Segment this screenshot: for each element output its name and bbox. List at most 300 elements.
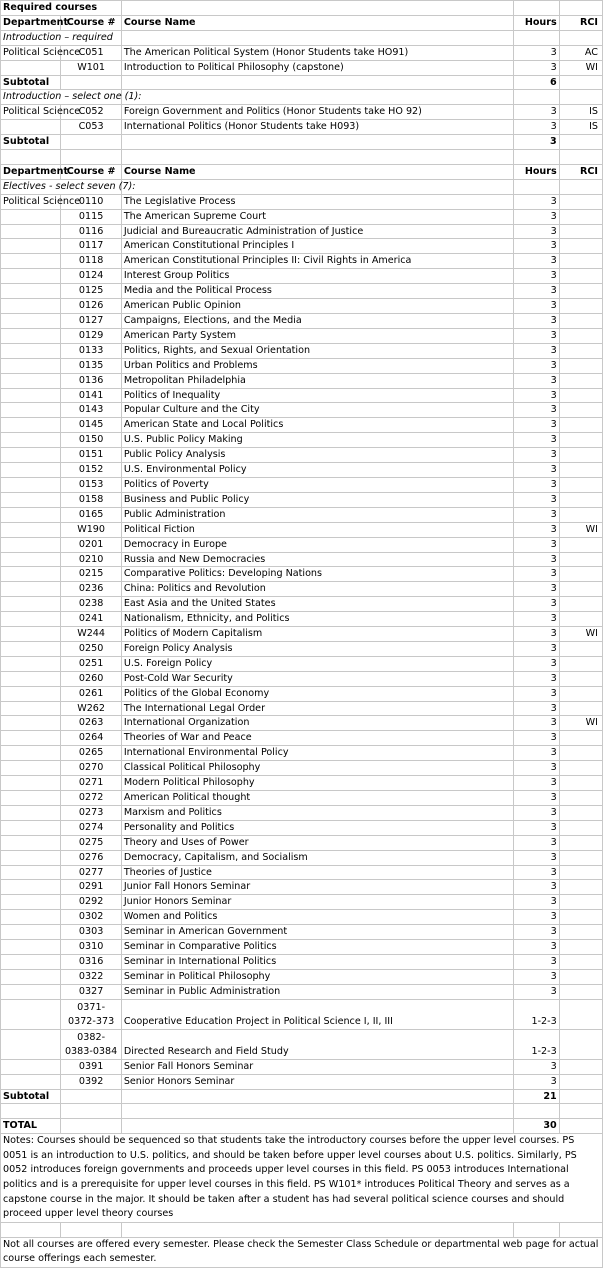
empty-cell (559, 1104, 602, 1119)
empty-cell (559, 179, 602, 194)
course-hours: 3 (514, 299, 559, 314)
subtotal-select (1, 135, 603, 150)
course-name: Introduction to Political Philosophy (capstone) (121, 60, 513, 75)
course-hours: 3 (514, 969, 559, 984)
empty-cell (61, 75, 121, 90)
course-department (1, 820, 61, 835)
course-rci (559, 761, 602, 776)
course-number: 0151 (61, 448, 121, 463)
course-number: 0276 (61, 850, 121, 865)
footnote-text: Not all courses are offered every semester. Please check the Semester Class Schedule or departmental web page for actual course offerings each semester. (1, 1237, 603, 1267)
empty-cell (559, 1089, 602, 1104)
course-department (1, 686, 61, 701)
course-rci: IS (559, 120, 602, 135)
course-row (1, 1029, 603, 1059)
empty-cell (61, 1222, 121, 1237)
course-department (1, 1074, 61, 1089)
course-department (1, 507, 61, 522)
course-hours: 3 (514, 701, 559, 716)
course-department (1, 224, 61, 239)
course-number: 0238 (61, 597, 121, 612)
course-number: 0125 (61, 284, 121, 299)
course-name: Classical Political Philosophy (121, 761, 513, 776)
course-number: 0150 (61, 433, 121, 448)
intro-select-label (1, 90, 603, 105)
course-department (1, 880, 61, 895)
course-row (1, 940, 603, 955)
course-department (1, 835, 61, 850)
course-number: 0371-0372-373 (61, 999, 121, 1029)
course-row (1, 731, 603, 746)
course-row (1, 686, 603, 701)
course-name: Junior Honors Seminar (121, 895, 513, 910)
course-name: Women and Politics (121, 910, 513, 925)
course-row (1, 641, 603, 656)
course-rci (559, 1059, 602, 1074)
course-name: U.S. Public Policy Making (121, 433, 513, 448)
course-number: 0117 (61, 239, 121, 254)
course-hours: 3 (514, 612, 559, 627)
course-department (1, 805, 61, 820)
course-number: 0118 (61, 254, 121, 269)
electives-label-text: Electives - select seven (7): (1, 179, 122, 194)
course-hours: 3 (514, 105, 559, 120)
course-hours: 3 (514, 254, 559, 269)
course-row (1, 492, 603, 507)
course-row (1, 582, 603, 597)
course-rci (559, 269, 602, 284)
course-department: Political Science (1, 105, 61, 120)
course-name: Marxism and Politics (121, 805, 513, 820)
empty-cell (121, 1119, 513, 1134)
course-number: 0273 (61, 805, 121, 820)
course-department (1, 1029, 61, 1059)
course-rci (559, 865, 602, 880)
header-department: Department (1, 164, 61, 179)
course-number: 0261 (61, 686, 121, 701)
course-row (1, 597, 603, 612)
empty-cell (61, 150, 121, 165)
course-department (1, 209, 61, 224)
empty-cell (61, 1104, 121, 1119)
course-hours: 3 (514, 120, 559, 135)
course-number: 0310 (61, 940, 121, 955)
course-row (1, 254, 603, 269)
course-rci: WI (559, 716, 602, 731)
course-hours: 3 (514, 1074, 559, 1089)
course-rci (559, 820, 602, 835)
course-row (1, 209, 603, 224)
course-department (1, 716, 61, 731)
course-hours: 3 (514, 850, 559, 865)
course-hours: 3 (514, 448, 559, 463)
course-name: Modern Political Philosophy (121, 776, 513, 791)
course-number: 0215 (61, 567, 121, 582)
course-rci (559, 403, 602, 418)
course-rci (559, 418, 602, 433)
course-department (1, 791, 61, 806)
course-hours: 3 (514, 761, 559, 776)
course-number: 0251 (61, 656, 121, 671)
course-row (1, 328, 603, 343)
course-department (1, 552, 61, 567)
course-hours: 3 (514, 269, 559, 284)
subtotal-required-label: Subtotal (1, 75, 61, 90)
course-row (1, 776, 603, 791)
course-name: Seminar in International Politics (121, 954, 513, 969)
course-row (1, 537, 603, 552)
course-hours: 3 (514, 746, 559, 761)
empty-cell (514, 179, 559, 194)
course-rci: WI (559, 60, 602, 75)
empty-cell (121, 30, 513, 45)
course-department (1, 537, 61, 552)
course-row (1, 850, 603, 865)
course-rci (559, 805, 602, 820)
course-department (1, 761, 61, 776)
course-name: The International Legal Order (121, 701, 513, 716)
course-department (1, 850, 61, 865)
course-hours: 3 (514, 284, 559, 299)
course-hours: 3 (514, 627, 559, 642)
course-hours: 3 (514, 373, 559, 388)
course-name: American Constitutional Principles I (121, 239, 513, 254)
course-department (1, 314, 61, 329)
empty-cell (121, 1222, 513, 1237)
course-row (1, 910, 603, 925)
course-department (1, 388, 61, 403)
course-number: 0391 (61, 1059, 121, 1074)
course-hours: 3 (514, 358, 559, 373)
course-row (1, 805, 603, 820)
course-department (1, 120, 61, 135)
course-name: U.S. Environmental Policy (121, 463, 513, 478)
subtotal-select-value: 3 (514, 135, 559, 150)
course-hours: 3 (514, 194, 559, 209)
course-hours: 3 (514, 656, 559, 671)
course-name: Urban Politics and Problems (121, 358, 513, 373)
course-row (1, 746, 603, 761)
course-department (1, 910, 61, 925)
course-number: 0274 (61, 820, 121, 835)
course-number: 0126 (61, 299, 121, 314)
course-rci (559, 910, 602, 925)
course-hours: 3 (514, 910, 559, 925)
course-hours: 3 (514, 343, 559, 358)
course-department (1, 433, 61, 448)
course-number: 0303 (61, 925, 121, 940)
course-hours: 3 (514, 567, 559, 582)
course-name: China: Politics and Revolution (121, 582, 513, 597)
course-name: International Environmental Policy (121, 746, 513, 761)
course-department (1, 597, 61, 612)
course-department (1, 627, 61, 642)
course-number: 0129 (61, 328, 121, 343)
course-name: Interest Group Politics (121, 269, 513, 284)
course-rci (559, 537, 602, 552)
course-rci (559, 776, 602, 791)
course-department (1, 999, 61, 1029)
course-rci (559, 343, 602, 358)
course-name: Judicial and Bureaucratic Administration of Justice (121, 224, 513, 239)
empty-cell (121, 1089, 513, 1104)
empty-cell (121, 75, 513, 90)
course-rci (559, 746, 602, 761)
empty-cell (121, 1, 513, 16)
course-row (1, 373, 603, 388)
course-name: American State and Local Politics (121, 418, 513, 433)
course-name: Politics of Modern Capitalism (121, 627, 513, 642)
course-department (1, 269, 61, 284)
course-name: Seminar in Political Philosophy (121, 969, 513, 984)
course-number: 0210 (61, 552, 121, 567)
course-department (1, 895, 61, 910)
course-name: Nationalism, Ethnicity, and Politics (121, 612, 513, 627)
course-name: Comparative Politics: Developing Nations (121, 567, 513, 582)
empty-cell (514, 1, 559, 16)
course-row (1, 716, 603, 731)
course-hours: 3 (514, 880, 559, 895)
course-department (1, 925, 61, 940)
course-rci (559, 239, 602, 254)
intro-select-label-text: Introduction – select one (1): (1, 90, 122, 105)
course-department (1, 418, 61, 433)
course-name: Campaigns, Elections, and the Media (121, 314, 513, 329)
course-rci (559, 463, 602, 478)
course-name: Personality and Politics (121, 820, 513, 835)
course-hours: 1-2-3 (514, 999, 559, 1029)
blank-row (1, 150, 603, 165)
total-row-value: 30 (514, 1119, 559, 1134)
course-name: Theory and Uses of Power (121, 835, 513, 850)
course-department (1, 522, 61, 537)
course-department (1, 60, 61, 75)
empty-cell (514, 90, 559, 105)
course-department (1, 1059, 61, 1074)
course-row (1, 820, 603, 835)
course-row (1, 269, 603, 284)
course-rci: IS (559, 105, 602, 120)
course-hours: 3 (514, 925, 559, 940)
empty-cell (61, 135, 121, 150)
course-hours: 3 (514, 239, 559, 254)
course-number: 0201 (61, 537, 121, 552)
course-number: 0265 (61, 746, 121, 761)
empty-cell (514, 30, 559, 45)
intro-required-label (1, 30, 603, 45)
header-row (1, 164, 603, 179)
subtotal-select-label: Subtotal (1, 135, 61, 150)
course-row (1, 895, 603, 910)
course-number: W101 (61, 60, 121, 75)
notes (1, 1134, 603, 1223)
course-rci (559, 358, 602, 373)
electives-label (1, 179, 603, 194)
course-row (1, 194, 603, 209)
course-name: The American Supreme Court (121, 209, 513, 224)
course-name: Foreign Policy Analysis (121, 641, 513, 656)
course-row (1, 239, 603, 254)
course-row (1, 120, 603, 135)
course-number: 0275 (61, 835, 121, 850)
course-number: 0152 (61, 463, 121, 478)
course-rci (559, 597, 602, 612)
course-rci: AC (559, 45, 602, 60)
course-name: Democracy, Capitalism, and Socialism (121, 850, 513, 865)
course-row (1, 835, 603, 850)
empty-cell (514, 150, 559, 165)
empty-cell (61, 1119, 121, 1134)
course-number: 0272 (61, 791, 121, 806)
course-number: 0302 (61, 910, 121, 925)
course-row (1, 522, 603, 537)
course-row (1, 105, 603, 120)
course-row (1, 671, 603, 686)
course-name: Democracy in Europe (121, 537, 513, 552)
course-name: Seminar in Public Administration (121, 984, 513, 999)
course-rci (559, 835, 602, 850)
course-number: C053 (61, 120, 121, 135)
course-department (1, 358, 61, 373)
course-rci (559, 477, 602, 492)
course-rci (559, 552, 602, 567)
course-department (1, 746, 61, 761)
course-name: Post-Cold War Security (121, 671, 513, 686)
course-number: C051 (61, 45, 121, 60)
empty-cell (514, 1222, 559, 1237)
empty-cell (559, 1, 602, 16)
course-rci (559, 641, 602, 656)
course-row (1, 284, 603, 299)
course-name: Russia and New Democracies (121, 552, 513, 567)
empty-cell (559, 75, 602, 90)
course-row (1, 984, 603, 999)
course-hours: 3 (514, 388, 559, 403)
course-department (1, 731, 61, 746)
course-name: The American Political System (Honor Students take HO91) (121, 45, 513, 60)
header-department: Department (1, 15, 61, 30)
empty-cell (1, 1222, 61, 1237)
course-hours: 3 (514, 582, 559, 597)
course-name: U.S. Foreign Policy (121, 656, 513, 671)
course-name: American Public Opinion (121, 299, 513, 314)
course-rci (559, 895, 602, 910)
course-number: 0250 (61, 641, 121, 656)
course-name: The Legislative Process (121, 194, 513, 209)
course-row (1, 433, 603, 448)
empty-cell (559, 1119, 602, 1134)
course-row (1, 418, 603, 433)
course-name: Foreign Government and Politics (Honor Students take HO 92) (121, 105, 513, 120)
course-number: W244 (61, 627, 121, 642)
course-hours: 3 (514, 463, 559, 478)
course-number: 0277 (61, 865, 121, 880)
empty-cell (121, 1104, 513, 1119)
course-hours: 3 (514, 60, 559, 75)
course-hours: 3 (514, 716, 559, 731)
subtotal-required (1, 75, 603, 90)
course-name: Directed Research and Field Study (121, 1029, 513, 1059)
course-row (1, 358, 603, 373)
header-hours: Hours (514, 164, 559, 179)
course-department (1, 284, 61, 299)
title-row (1, 1, 603, 16)
course-hours: 3 (514, 403, 559, 418)
course-department (1, 641, 61, 656)
course-rci (559, 940, 602, 955)
course-department (1, 567, 61, 582)
header-rci: RCI (559, 15, 602, 30)
course-hours: 3 (514, 477, 559, 492)
course-department (1, 865, 61, 880)
course-hours: 3 (514, 552, 559, 567)
course-name: East Asia and the United States (121, 597, 513, 612)
course-rci (559, 388, 602, 403)
course-rci (559, 1029, 602, 1059)
course-row (1, 448, 603, 463)
total-row-label: TOTAL (1, 1119, 61, 1134)
course-row (1, 761, 603, 776)
course-rci (559, 999, 602, 1029)
course-number: 0392 (61, 1074, 121, 1089)
header-row (1, 15, 603, 30)
empty-cell (514, 1104, 559, 1119)
blank-row (1, 1104, 603, 1119)
course-rci (559, 567, 602, 582)
course-number: 0241 (61, 612, 121, 627)
course-number: 0292 (61, 895, 121, 910)
empty-cell (1, 1104, 61, 1119)
course-row (1, 224, 603, 239)
course-number: 0136 (61, 373, 121, 388)
course-department (1, 328, 61, 343)
course-hours: 3 (514, 224, 559, 239)
course-number: 0115 (61, 209, 121, 224)
course-rci (559, 731, 602, 746)
course-name: Politics of the Global Economy (121, 686, 513, 701)
course-number: 0133 (61, 343, 121, 358)
course-rci (559, 224, 602, 239)
course-name: Politics of Inequality (121, 388, 513, 403)
course-department (1, 492, 61, 507)
course-number: 0236 (61, 582, 121, 597)
course-row (1, 1059, 603, 1074)
course-name: Political Fiction (121, 522, 513, 537)
course-department (1, 463, 61, 478)
course-row (1, 507, 603, 522)
course-number: 0158 (61, 492, 121, 507)
course-name: Seminar in American Government (121, 925, 513, 940)
course-hours: 3 (514, 1059, 559, 1074)
course-number: 0382-0383-0384 (61, 1029, 121, 1059)
course-hours: 3 (514, 507, 559, 522)
course-row (1, 656, 603, 671)
course-department (1, 373, 61, 388)
course-name: Cooperative Education Project in Political Science I, II, III (121, 999, 513, 1029)
course-rci (559, 984, 602, 999)
course-hours: 3 (514, 954, 559, 969)
course-number: 0270 (61, 761, 121, 776)
empty-cell (121, 90, 513, 105)
empty-cell (559, 150, 602, 165)
course-name: Theories of Justice (121, 865, 513, 880)
course-department (1, 612, 61, 627)
course-hours: 3 (514, 671, 559, 686)
course-hours: 3 (514, 45, 559, 60)
blank-row (1, 1222, 603, 1237)
total-row (1, 1119, 603, 1134)
course-hours: 3 (514, 328, 559, 343)
